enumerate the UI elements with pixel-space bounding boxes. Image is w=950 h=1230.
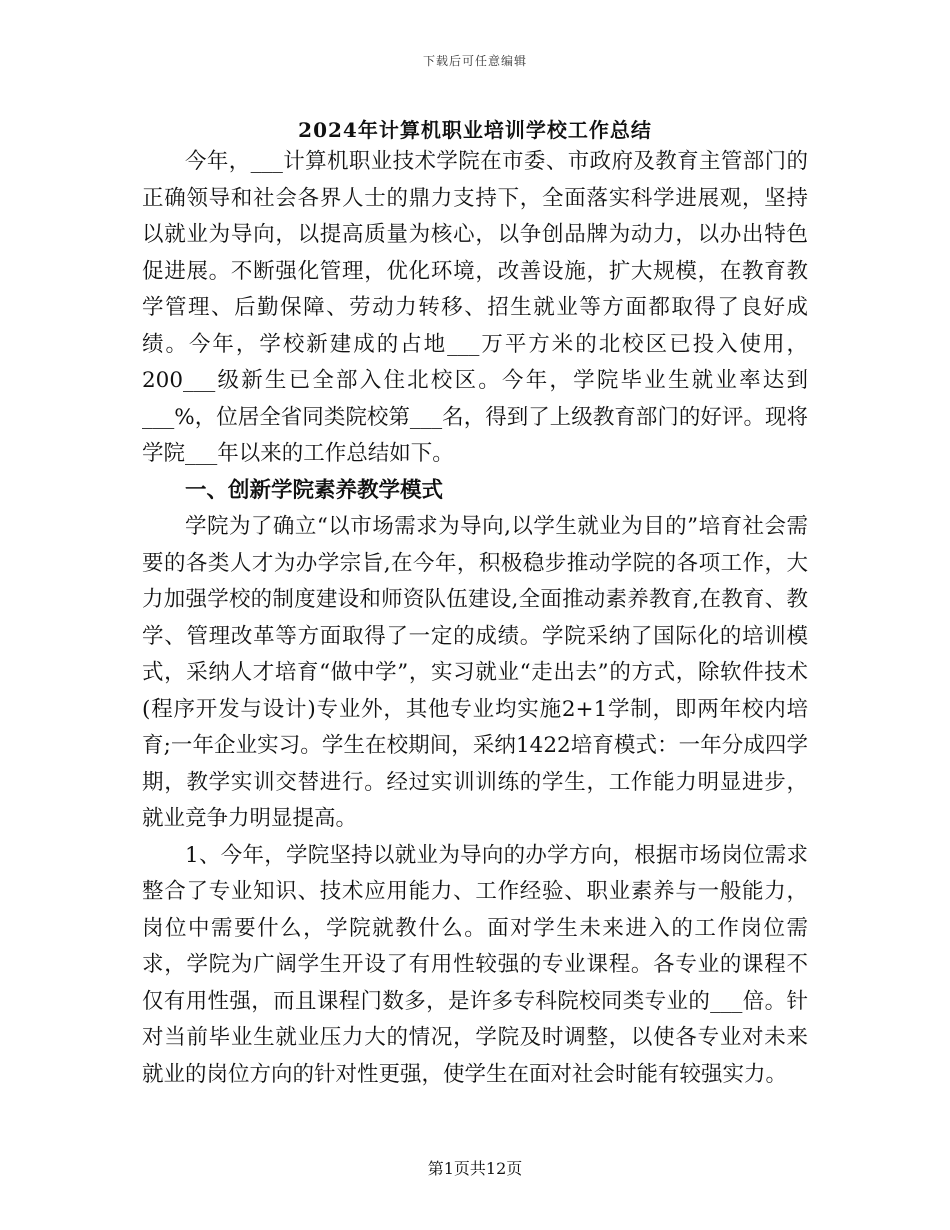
intro-paragraph: 今年，___计算机职业技术学院在市委、市政府及教育主管部门的正确领导和社会各界人士的鼎力支持下，全面落实科学进展观，坚持以就业为导向，以提高质量为核心，以争创品牌为动力，以办出特色促进展。不断强化管理，优化环境，改善设施，扩大规模，在教育教学管理、后勤保障、劳动力转移、招生就业等方面都取得了良好成绩。今年，学校新建成的占地___万平方米的北校区已投入使用，200___级新生已全部入住北校区。今年，学院毕业生就业率达到___%，位居全省同类院校第___名，得到了上级教育部门的好评。现将学院___年以来的工作总结如下。	[142, 149, 808, 466]
download-note: 下载后可任意编辑	[422, 54, 527, 68]
section-heading: 一、创新学院素养教学模式	[185, 477, 444, 503]
document-title: 2024年计算机职业培训学校工作总结	[298, 118, 652, 142]
page-number: 第1页共12页	[427, 1159, 523, 1178]
section-paragraph: 学院为了确立“以市场需求为导向,以学生就业为目的”培育社会需要的各类人才为办学宗旨,在今年，积极稳步推动学院的各项工作，大力加强学校的制度建设和师资队伍建设,全面推动素养教育,在教育、教学、管理改革等方面取得了一定的成绩。学院采纳了国际化的培训模式，采纳人才培育“做中学”，实习就业“走出去”的方式，除软件技术(程序开发与设计)专业外，其他专业均实施2+1学制，即两年校内培育;一年企业实习。学生在校期间，采纳1422培育模式：一年分成四学期，教学实训交替进行。经过实训训练的学生，工作能力明显进步，就业竞争力明显提高。	[142, 514, 808, 831]
document-body	[142, 144, 808, 1093]
numbered-paragraph: 1、今年，学院坚持以就业为导向的办学方向，根据市场岗位需求整合了专业知识、技术应用能力、工作经验、职业素养与一般能力，岗位中需要什么，学院就教什么。面对学生未来进入的工作岗位需求，学院为广阔学生开设了有用性较强的专业课程。各专业的课程不仅有用性强，而且课程门数多，是许多专科院校同类专业的___倍。针对当前毕业生就业压力大的情况，学院及时调整，以使各专业对未来就业的岗位方向的针对性更强，使学生在面对社会时能有较强实力。	[142, 842, 808, 1087]
